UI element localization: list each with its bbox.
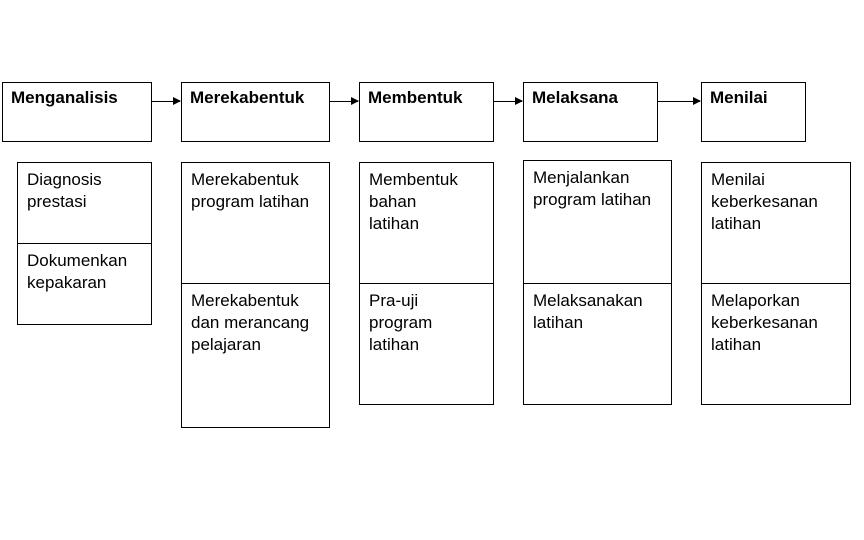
task-box: Diagnosis prestasi xyxy=(17,162,152,244)
task-box: Menilai keberkesanan latihan xyxy=(701,162,851,284)
stage-merekabentuk xyxy=(181,82,330,142)
task-box: Melaporkan keberkesanan latihan xyxy=(701,283,851,405)
stage-label: Menganalisis xyxy=(11,88,118,107)
stage-melaksana xyxy=(523,82,658,142)
task-box: Menjalankan program latihan xyxy=(523,160,672,284)
task-box: Merekabentuk program latihan xyxy=(181,162,330,284)
stage-menganalisis xyxy=(2,82,152,142)
stage-label: Menilai xyxy=(710,88,768,107)
stage-label: Melaksana xyxy=(532,88,618,107)
stage-label: Membentuk xyxy=(368,88,463,107)
flow-arrow xyxy=(658,101,700,102)
task-box: Membentuk bahan latihan xyxy=(359,162,494,284)
flow-arrow xyxy=(152,101,180,102)
task-box: Dokumenkan kepakaran xyxy=(17,243,152,325)
stage-menilai xyxy=(701,82,806,142)
task-box: Merekabentuk dan merancang pelajaran xyxy=(181,283,330,428)
stage-membentuk xyxy=(359,82,494,142)
task-box: Pra-uji program latihan xyxy=(359,283,494,405)
flow-arrow xyxy=(330,101,358,102)
task-box: Melaksanakan latihan xyxy=(523,283,672,405)
stage-label: Merekabentuk xyxy=(190,88,305,107)
flow-arrow xyxy=(494,101,522,102)
